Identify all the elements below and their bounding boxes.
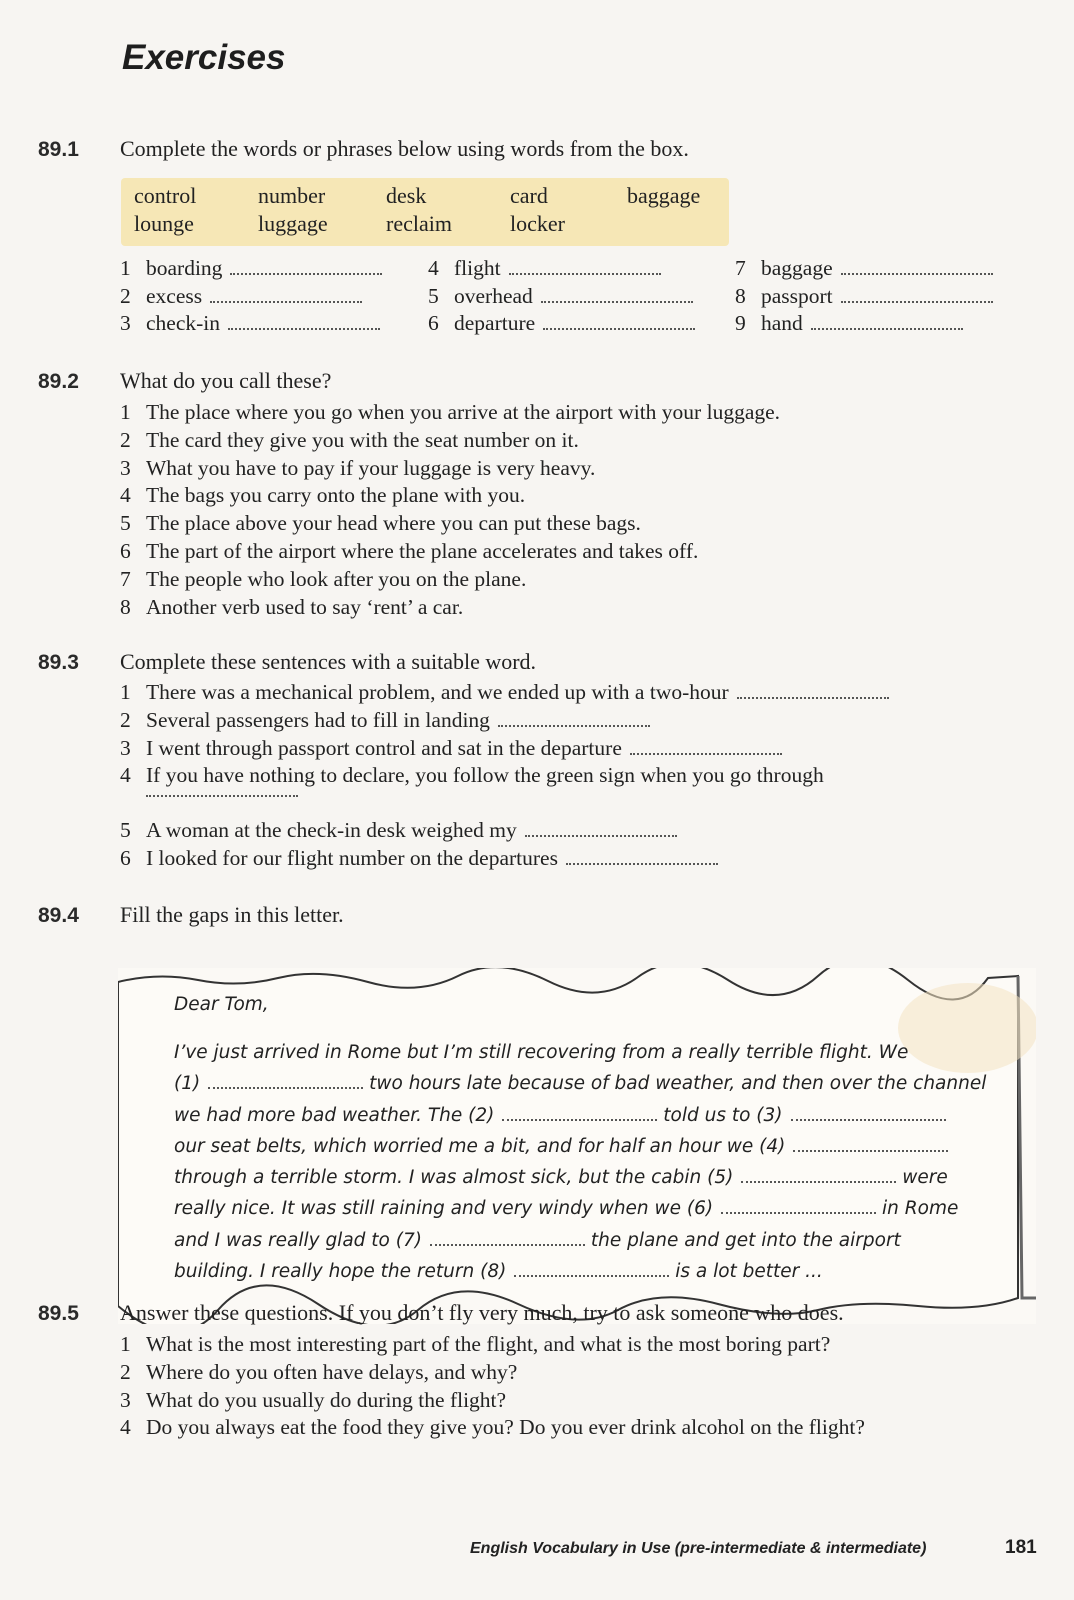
box-word: control [134,183,197,208]
page-number: 181 [1005,1537,1037,1558]
list-item: 3 check-in [120,311,380,336]
list-item: 1 The place where you go when you arrive at the airport with your luggage. [120,400,781,424]
exercise-instruction: Answer these questions. If you don’t fly very much, try to ask someone who does. [120,1300,844,1325]
list-item: 2 Where do you often have delays, and why? [120,1359,518,1384]
box-word: baggage [627,183,701,208]
letter-line: (1) two hours late because of bad weather, and then over the channel [174,1073,987,1094]
exercise-instruction: Complete these sentences with a suitable word. [120,649,537,674]
page-title: Exercises [122,38,286,77]
answer-blank [146,795,298,797]
list-item: 3 What you have to pay if your luggage is very heavy. [120,455,596,480]
letter-greeting: Dear Tom, [174,994,269,1015]
list-item: 6 I looked for our flight number on the departures [120,846,718,871]
letter-line: our seat belts, which worried me a bit, and for half an hour we (4) [174,1136,948,1157]
list-item: 3 I went through passport control and sat in the departure [120,736,782,761]
list-item: 2 excess [120,284,362,309]
list-item: 5 A woman at the check-in desk weighed my [120,818,677,843]
letter-line: building. I really hope the return (8) is a lot better ... [174,1261,823,1282]
exercise-instruction: What do you call these? [120,368,332,393]
exercise-instruction: Fill the gaps in this letter. [120,902,344,927]
list-item: 5 overhead [428,284,693,309]
list-item: 4 flight [428,256,661,281]
list-item: 2 The card they give you with the seat number on it. [120,427,579,452]
box-word: locker [510,211,565,236]
exercise-number: 89.5 [38,1302,79,1325]
box-word: lounge [134,211,194,236]
list-item: 4 Do you always eat the food they give you? Do you ever drink alcohol on the flight? [120,1415,865,1440]
letter-line: and I was really glad to (7) the plane and get into the airport [174,1230,901,1251]
exercise-instruction: Complete the words or phrases below using words from the box. [120,136,689,161]
list-item: 6 The part of the airport where the plane accelerates and takes off. [120,538,699,563]
list-item: 8 Another verb used to say ‘rent’ a car. [120,594,464,619]
list-item: 1 There was a mechanical problem, and we ended up with a two-hour [120,680,889,705]
box-word: card [510,183,548,208]
exercise-number: 89.2 [38,370,79,393]
question-list [120,399,780,621]
list-item: 6 departure [428,311,695,336]
list-item: 1 What is the most interesting part of the flight, and what is the most boring part? [120,1332,831,1356]
exercise-number: 89.3 [38,651,79,674]
letter-paper [118,968,1036,1324]
list-item: 5 The place above your head where you can put these bags. [120,511,641,536]
list-item: 4 If you have nothing to declare, you follow the green sign when you go through [120,763,824,787]
box-word: number [258,183,326,208]
list-item: 9 hand [735,311,963,336]
box-word: reclaim [386,211,452,236]
list-item: 3 What do you usually do during the flight? [120,1387,507,1412]
box-word: luggage [258,211,328,236]
list-item: 4 The bags you carry onto the plane with you. [120,483,526,508]
exercise-number: 89.4 [38,904,79,927]
letter-line: really nice. It was still raining and very windy when we (6) in Rome [174,1198,959,1219]
list-item: 7 The people who look after you on the plane. [120,566,527,591]
question-list [120,1331,865,1442]
letter-line: we had more bad weather. The (2) told us to (3) [174,1105,946,1126]
list-item: 8 passport [735,284,993,309]
book-title-footer: English Vocabulary in Use (pre-intermediate & intermediate) [470,1540,927,1557]
exercise-number: 89.1 [38,138,79,161]
list-item: 2 Several passengers had to fill in landing [120,708,650,733]
box-word: desk [386,183,427,208]
word-box [121,178,729,246]
letter-line: I’ve just arrived in Rome but I’m still recovering from a really terrible flight. We [174,1042,909,1063]
list-item: 1 boarding [120,256,382,281]
letter-line: through a terrible storm. I was almost sick, but the cabin (5) were [174,1167,948,1188]
list-item: 7 baggage [735,256,993,281]
